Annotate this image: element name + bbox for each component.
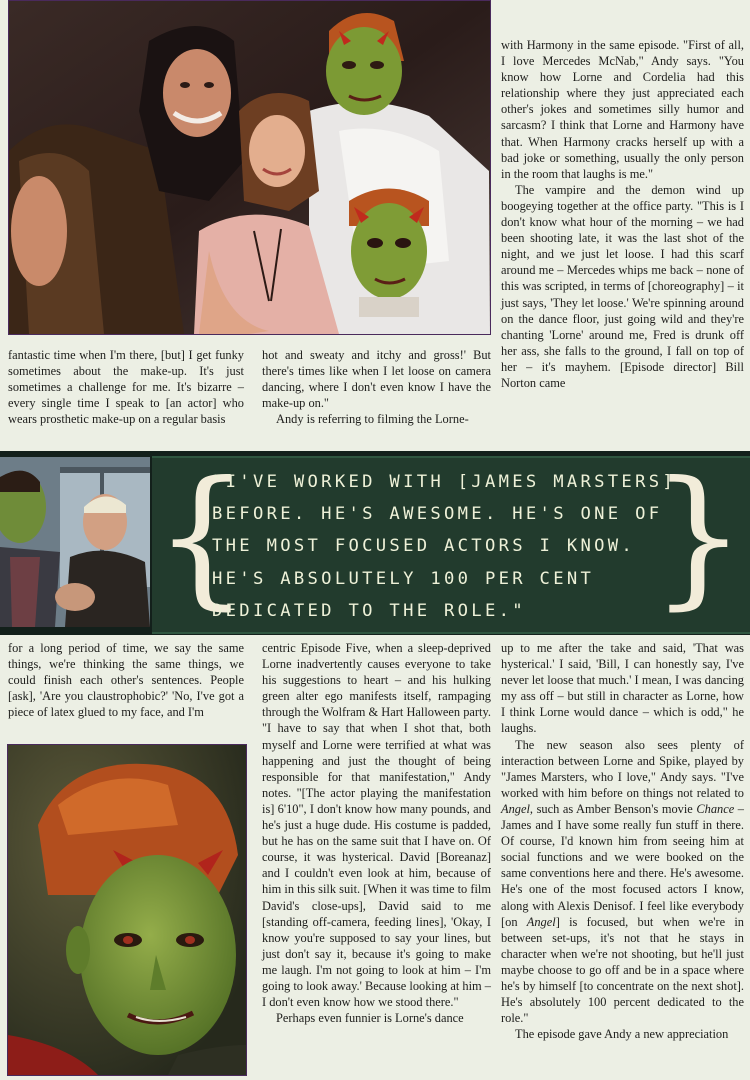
paragraph: fantastic time when I'm there, [but] I get funky sometimes about the make-up. It's just sometimes a challenge for me. It's bizarre – every single time I speak to [an actor] who wears prosthetic make-up on a regular basis bbox=[8, 348, 244, 427]
column-2-top bbox=[262, 347, 491, 427]
title-angel: Angel bbox=[526, 914, 556, 929]
column-2-bottom bbox=[262, 640, 491, 1026]
text-run: , such as Amber Benson's movie bbox=[529, 801, 697, 816]
paragraph bbox=[501, 737, 744, 1027]
text-run: The new season also sees plenty of interaction between Lorne and Spike, played by "James Marsters, who I love," Andy says. "I've worked with him before on things not related to bbox=[501, 737, 744, 800]
column-1-bottom bbox=[8, 640, 244, 720]
paragraph: with Harmony in the same episode. "First of all, I love Mercedes McNab," Andy says. "You know how Lorne and Cordelia had this relationship where they just appreciated each other's jokes and sometimes silly humor and sarcasm? I think that Lorne and Harmony have that. When Harmony cracks herself up with a bad joke or something, usually the only person in the room that laughs is me." bbox=[501, 38, 744, 181]
column-3-bottom bbox=[501, 640, 744, 1042]
cast-group-photo bbox=[8, 0, 491, 335]
paragraph: Andy is referring to filming the Lorne- bbox=[276, 412, 469, 427]
paragraph: Perhaps even funnier is Lorne's dance bbox=[276, 1011, 464, 1026]
pull-quote-panel bbox=[152, 450, 750, 634]
pull-quote-text: "I'VE WORKED WITH [JAMES MARSTERS] BEFORE. HE'S AWESOME. HE'S ONE OF THE MOST FOCUSED ACTORS I KNOW. HE'S ABSOLUTELY 100 PER CENT DEDICATED TO THE ROLE." bbox=[212, 472, 677, 621]
paragraph: The vampire and the demon wind up boogeying together at the office party. "This is I don't know what hour of the morning – we had been shooting late, it was the last shot of the night, and we just let loose. I had this scarf around me – Mercedes whips me back – none of this was scripted, in terms of [choreography] – it just says, 'They let loose.' We're spinning around on the dance floor, just going wild and they're chanting 'Lorne' around me, Fred is drunk off her ass, she falls to the ground, I fall on top of her – it's mayhem. [Episode director] Bill Norton came bbox=[501, 182, 744, 390]
column-3-top bbox=[501, 37, 744, 391]
text-run: ] is focused, but when we're in between set-ups, it's not that he stays in character when we're not shooting, but he'll just maybe choose to go off and be in a space where he's by himself [to concentrate on the next shot]. He's absolutely 100 percent dedicated to the role." bbox=[501, 914, 744, 1026]
paragraph: hot and sweaty and itchy and gross!' But there's times like when I let loose on camera dancing, where I don't even know I have the make-up on." bbox=[262, 348, 491, 411]
column-1-top bbox=[8, 347, 244, 427]
right-brace-icon: } bbox=[650, 450, 746, 624]
paragraph: centric Episode Five, when a sleep-deprived Lorne inadvertently causes everyone to take his suggestions to heart – and his hulking green alter ego manifests itself, rampaging through the Wolfram & Hart Halloween party. "I have to say that when I shot that, both myself and Lorne were terrified at what was happening and just the thought of being responsible for that manifestation," Andy notes. "[The actor playing the manifestation is] 6'10", I don't know how many pounds, and he's just a huge dude. His costume is padded, but he has on the same suit that I have on. Of course, it was hysterical. David [Boreanaz] and I couldn't even look at him, because of him in this silk suit. [When it was time to film David's close-ups], David said to me [standing off-camera, feeding lines], 'Okay, I know you're supposed to say your lines, but just don't say it, because it's going to make me laugh. I'm not going to look at him – I'm going to look away.' Because looking at him – I don't even know how we stood there." bbox=[262, 641, 491, 1010]
left-brace-icon: { bbox=[154, 450, 250, 624]
paragraph: The episode gave Andy a new appreciation bbox=[515, 1027, 729, 1042]
lorne-closeup-photo bbox=[7, 744, 247, 1076]
title-chance: Chance bbox=[696, 801, 735, 816]
paragraph: up to me after the take and said, 'That was hysterical.' I said, 'Bill, I can honestly say, I've never let loose that much.' I mean, I was dancing my ass off – but still in character as Lorne, how I think Lorne would dance – which is odd," he laughs. bbox=[501, 641, 744, 736]
lorne-spike-photo bbox=[0, 457, 150, 627]
text-run: – James and I have some really fun stuff in there. Of course, I'd known him from seeing him at social functions and we were booked on the same conventions here and there. He's awesome. He's one of the most focused actors I know, along with Alexis Denisof. I feel like everybody [on bbox=[501, 801, 744, 929]
title-angel: Angel bbox=[501, 801, 530, 816]
paragraph: for a long period of time, we say the same things, we're thinking the same things, we could finish each other's sentences. People [ask], 'Are you claustrophobic?' 'No, I've got a piece of latex glued to my face, and I'm bbox=[8, 641, 244, 720]
